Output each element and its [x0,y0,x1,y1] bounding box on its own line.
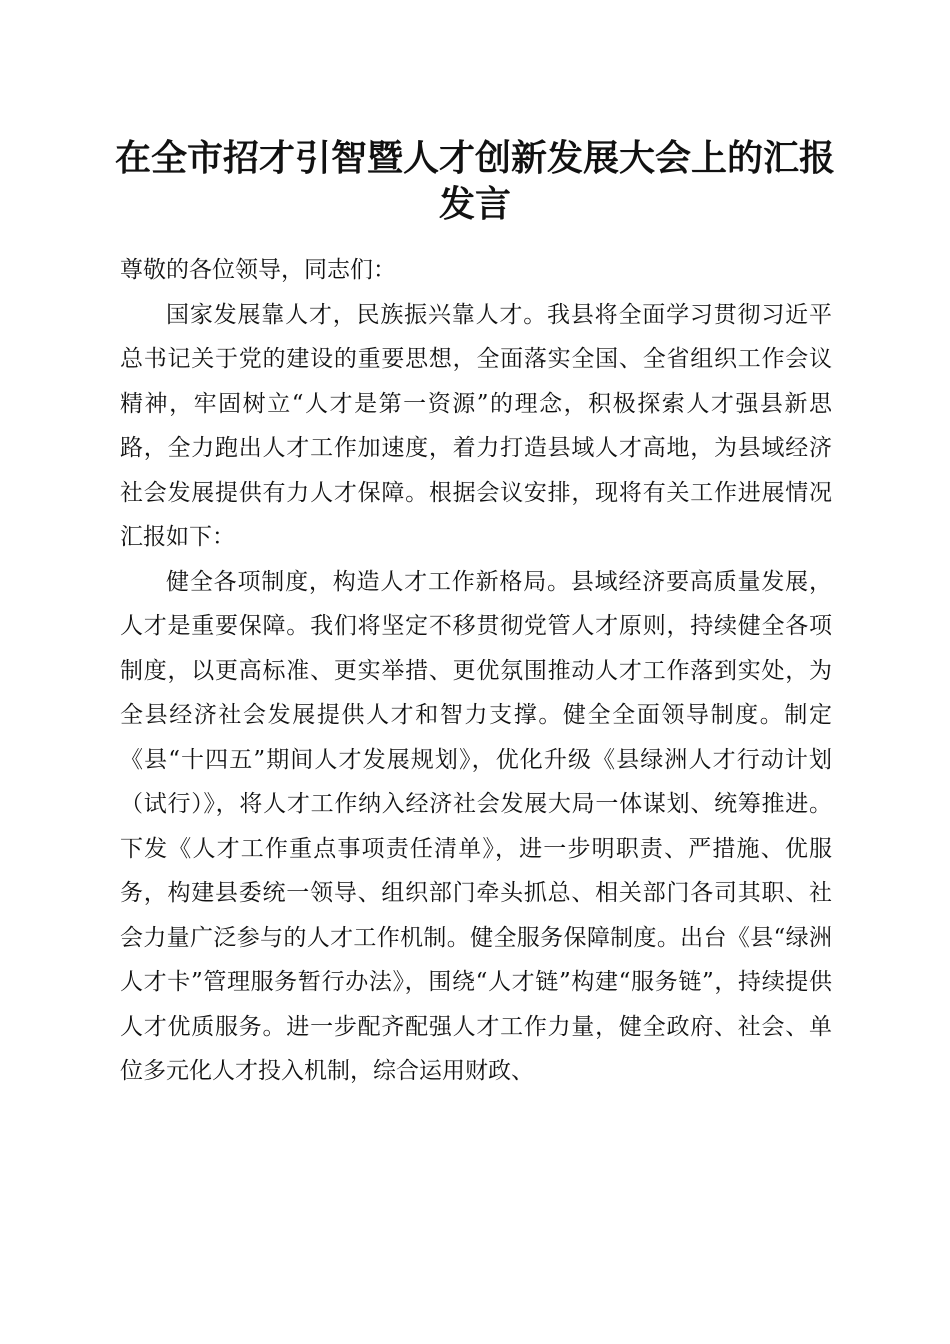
paragraph-system-building: 健全各项制度，构造人才工作新格局。县域经济要高质量发展，人才是重要保障。我们将坚定不移贯彻党管人才原则，持续健全各项制度，以更高标准、更实举措、更优氛围推动人才工作落到实处，为全县经济社会发展提供人才和智力支撑。健全全面领导制度。制定《县“十四五”期间人才发展规划》，优化升级《县绿洲人才行动计划（试行）》，将人才工作纳入经济社会发展大局一体谋划、统筹推进。下发《人才工作重点事项责任清单》，进一步明职责、严措施、优服务，构建县委统一领导、组织部门牵头抓总、相关部门各司其职、社会力量广泛参与的人才工作机制。健全服务保障制度。出台《县“绿洲人才卡”管理服务暂行办法》，围绕“人才链”构建“服务链”，持续提供人才优质服务。进一步配齐配强人才工作力量，健全政府、社会、单位多元化人才投入机制，综合运用财政、 [120,568,832,1084]
paragraph-intro: 国家发展靠人才，民族振兴靠人才。我县将全面学习贯彻习近平总书记关于党的建设的重要思想，全面落实全国、全省组织工作会议精神，牢固树立“人才是第一资源”的理念，积极探索人才强县新思路，全力跑出人才工作加速度，着力打造县域人才高地，为县域经济社会发展提供有力人才保障。根据会议安排，现将有关工作进展情况汇报如下： [120,301,832,550]
document-title-line-1: 在全市招才引智暨人才创新发展大会上的汇报 [114,137,835,179]
document-body [120,248,832,1094]
document-title-line-2: 发言 [438,183,511,225]
salutation: 尊敬的各位领导，同志们： [120,257,396,283]
